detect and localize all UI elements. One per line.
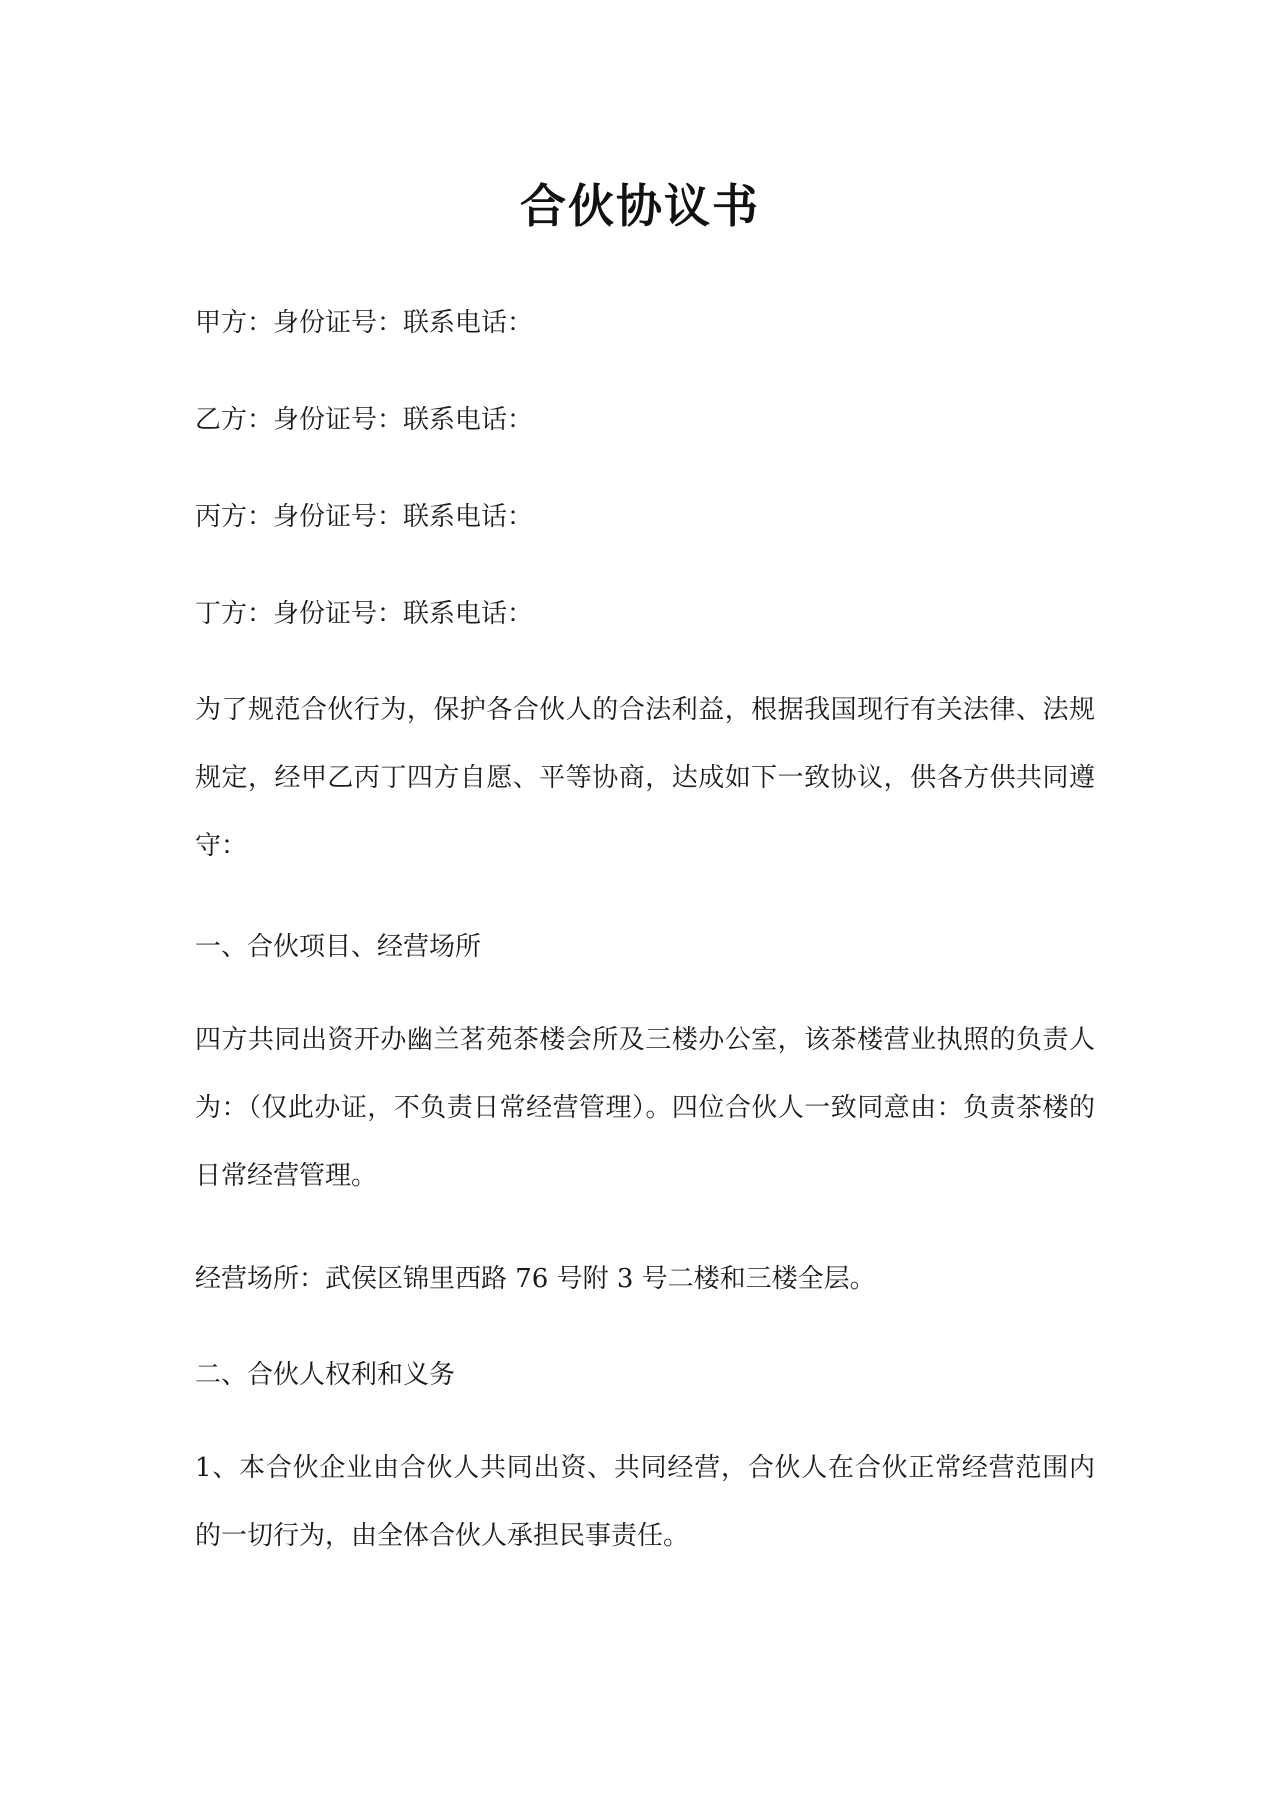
party-phone-label: 联系电话： (403, 502, 534, 532)
section-2-heading: 二、合伙人权利和义务 (195, 1360, 456, 1390)
party-id-label: 身份证号： (273, 502, 404, 532)
party-id-label: 身份证号： (273, 405, 404, 435)
party-phone-label: 联系电话： (403, 599, 534, 629)
document-title: 合伙协议书 (520, 179, 760, 233)
party-line-yi (195, 403, 533, 437)
party-name: 丁方： (195, 599, 274, 629)
section-2-item-1: 1、本合伙企业由合伙人共同出资、共同经营，合伙人在合伙正常经营范围内的一切行为，由全体合伙人承担民事责任。 (195, 1453, 1095, 1551)
party-name: 甲方： (195, 308, 274, 338)
party-line-bing (195, 500, 533, 534)
party-id-label: 身份证号： (273, 599, 404, 629)
section-1-location: 经营场所：武侯区锦里西路 76 号附 3 号二楼和三楼全层。 (195, 1264, 876, 1294)
party-name: 乙方： (195, 405, 274, 435)
section-1-body: 四方共同出资开办幽兰茗苑茶楼会所及三楼办公室，该茶楼营业执照的负责人为：（仅此办证，不负责日常经营管理）。四位合伙人一致同意由：负责茶楼的日常经营管理。 (195, 1025, 1095, 1191)
section-1-heading: 一、合伙项目、经营场所 (195, 932, 482, 962)
party-line-jia (195, 306, 533, 340)
party-id-label: 身份证号： (273, 308, 404, 338)
intro-paragraph: 为了规范合伙行为，保护各合伙人的合法利益，根据我国现行有关法律、法规规定，经甲乙丙丁四方自愿、平等协商，达成如下一致协议，供各方供共同遵守： (195, 695, 1095, 861)
party-phone-label: 联系电话： (403, 308, 534, 338)
party-phone-label: 联系电话： (403, 405, 534, 435)
party-line-ding (195, 597, 533, 631)
party-name: 丙方： (195, 502, 274, 532)
